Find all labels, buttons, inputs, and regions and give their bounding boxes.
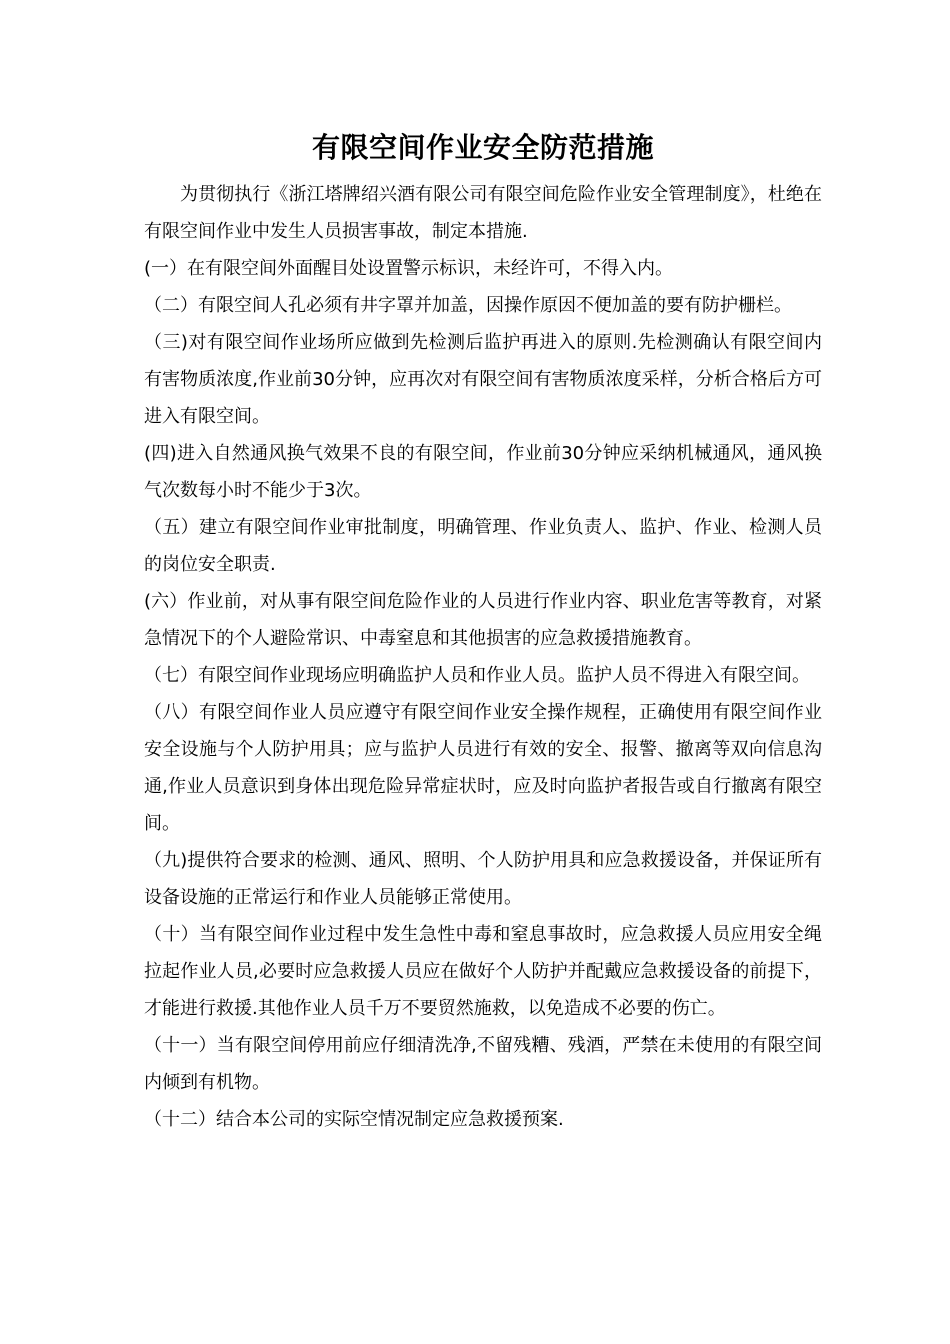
measure-item-1: (一）在有限空间外面醒目处设置警示标识，未经许可，不得入内。 xyxy=(144,258,674,279)
measure-item-5: （五）建立有限空间作业审批制度，明确管理、作业负责人、监护、作业、检测人员的岗位安全职责. xyxy=(144,517,822,575)
intro-paragraph: 为贯彻执行《浙江塔牌绍兴酒有限公司有限空间危险作业安全管理制度》，杜绝在有限空间作业中发生人员损害事故，制定本措施. xyxy=(144,184,822,242)
measure-item-7: （七）有限空间作业现场应明确监护人员和作业人员。监护人员不得进入有限空间。 xyxy=(144,665,810,686)
measure-item-11: （十一）当有限空间停用前应仔细清洗净,不留残糟、残酒，严禁在未使用的有限空间内倾到有机物。 xyxy=(144,1035,822,1093)
measure-item-3: （三)对有限空间作业场所应做到先检测后监护再进入的原则.先检测确认有限空间内有害物质浓度,作业前30分钟，应再次对有限空间有害物质浓度采样，分析合格后方可进入有限空间。 xyxy=(144,332,822,427)
measure-item-2: （二）有限空间人孔必须有井字罩并加盖，因操作原因不便加盖的要有防护栅栏。 xyxy=(144,295,792,316)
document-title: 有限空间作业安全防范措施 xyxy=(311,131,654,164)
measure-item-10: （十）当有限空间作业过程中发生急性中毒和窒息事故时，应急救援人员应用安全绳拉起作业人员,必要时应急救援人员应在做好个人防护并配戴应急救援设备的前提下，才能进行救援.其他作业人员千万不要贸然施救，以免造成不必要的伤亡。 xyxy=(144,924,822,1019)
measure-item-12: （十二）结合本公司的实际空情况制定应急救援预案. xyxy=(144,1109,564,1130)
measure-item-4: (四)进入自然通风换气效果不良的有限空间，作业前30分钟应采纳机械通风，通风换气次数每小时不能少于3次。 xyxy=(144,443,822,501)
measure-item-9: （九)提供符合要求的检测、通风、照明、个人防护用具和应急救援设备，并保证所有设备设施的正常运行和作业人员能够正常使用。 xyxy=(144,850,822,908)
measure-item-6: (六）作业前，对从事有限空间危险作业的人员进行作业内容、职业危害等教育，对紧急情况下的个人避险常识、中毒窒息和其他损害的应急救援措施教育。 xyxy=(144,591,822,649)
measure-item-8: （八）有限空间作业人员应遵守有限空间作业安全操作规程，正确使用有限空间作业安全设施与个人防护用具；应与监护人员进行有效的安全、报警、撤离等双向信息沟通,作业人员意识到身体出现危险异常症状时，应及时向监护者报告或自行撤离有限空间。 xyxy=(144,702,822,834)
